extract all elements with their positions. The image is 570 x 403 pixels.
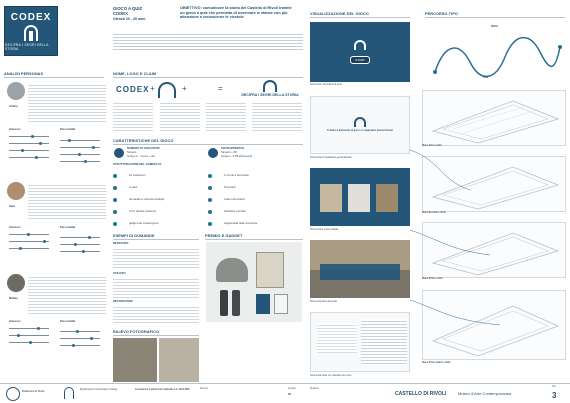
app-logo-symbol bbox=[354, 40, 366, 50]
screen-caption: Schermata a scelta multipla bbox=[310, 229, 339, 231]
floor-plan-ground bbox=[422, 90, 566, 146]
prize-section-title: PREMIO E GADGET bbox=[205, 234, 243, 238]
bullet-icon bbox=[113, 186, 117, 190]
players-title: NUMERO DI GIOCATORI bbox=[127, 146, 160, 150]
bullet-icon bbox=[208, 174, 212, 178]
trait-slider bbox=[60, 331, 100, 332]
naming-symbol bbox=[158, 82, 176, 98]
museum-name: Museo d'Arte Contemporanea bbox=[458, 391, 512, 396]
trait-slider bbox=[9, 150, 49, 151]
features-title: CARATTERISTICHE DEL GIOCO bbox=[113, 139, 174, 143]
trait-slider bbox=[9, 136, 49, 137]
route-start-label: INIZIO bbox=[491, 26, 498, 28]
tavola-label: Tav. bbox=[552, 386, 557, 388]
floor-label: Piano Terra +0.0m bbox=[422, 145, 442, 147]
naming-logo-codex: CODEX bbox=[116, 85, 150, 94]
screen-caption: Schermata: informativa di avvio bbox=[310, 84, 343, 86]
game-name: CODEX bbox=[113, 11, 128, 16]
naming-title: NOME, LOGO E CLAIM bbox=[113, 72, 157, 76]
prize-b: Gruppi + 2,5€ all'persona bbox=[221, 154, 253, 158]
age-range: Utenza 20 - 30 anni bbox=[113, 17, 146, 21]
bullet-icon bbox=[113, 210, 117, 214]
floor-plan-second bbox=[422, 156, 566, 212]
floor-label: Piano Primo +4.0m bbox=[422, 278, 443, 280]
booklet bbox=[274, 294, 288, 314]
screen-welcome bbox=[310, 96, 410, 154]
school-name: Politecnico di Torino bbox=[22, 391, 45, 393]
bullet-icon bbox=[208, 186, 212, 190]
structure-title: STRUTTURAZIONE DEL GAMEPLAY bbox=[113, 162, 162, 166]
players-a: Singolo bbox=[127, 150, 137, 154]
booklet bbox=[256, 294, 270, 314]
tavola-number: 3 bbox=[552, 391, 557, 400]
choice-card[interactable] bbox=[320, 184, 342, 212]
question-category: UTILIZZO bbox=[113, 271, 126, 275]
left-gameplay-list bbox=[113, 170, 203, 230]
photo-survey-title: RILIEVO FOTOGRAFICO bbox=[113, 330, 160, 334]
trait-slider bbox=[9, 143, 49, 144]
persona-card-3 bbox=[4, 272, 108, 367]
students-label: Studenti bbox=[310, 388, 319, 390]
screen-caption: Schermata finale con classifica del mese bbox=[310, 375, 352, 377]
game-title: GIOCO A QUIZ bbox=[113, 6, 143, 11]
survey-photo bbox=[113, 338, 157, 382]
welcome-text: Ti diamo il benvenuto al gioco e ti auguriamo buona fortuna! bbox=[326, 130, 394, 133]
screen-leaderboard bbox=[310, 312, 410, 372]
trait-slider bbox=[60, 161, 100, 162]
trait-slider bbox=[60, 140, 100, 141]
gameplay-item: 2 piani bbox=[129, 185, 138, 190]
gameplay-item: 3,5 h durata massima bbox=[129, 209, 156, 214]
persona-name: Sara bbox=[9, 204, 16, 208]
bottle bbox=[220, 290, 228, 316]
bucket-hat bbox=[216, 258, 248, 282]
bullet-icon bbox=[208, 222, 212, 226]
trait-slider bbox=[9, 342, 49, 343]
header-logo bbox=[4, 6, 58, 56]
personality-label: Personalità bbox=[60, 319, 76, 323]
castle-name: CASTELLO DI RIVOLI bbox=[395, 391, 447, 397]
screen-start bbox=[310, 22, 410, 82]
trait-slider bbox=[9, 335, 49, 336]
question-category: DECORAZIONI bbox=[113, 299, 133, 303]
gameplay-item: 8 tentativi bbox=[224, 185, 236, 190]
trait-slider bbox=[9, 234, 49, 235]
bottle bbox=[232, 290, 240, 316]
claim-logo bbox=[240, 80, 300, 97]
question-category: RESTAURO bbox=[113, 241, 129, 245]
prize-photo bbox=[206, 242, 302, 322]
app-start-button[interactable]: START bbox=[350, 56, 370, 64]
footer bbox=[0, 383, 570, 403]
trait-slider bbox=[9, 248, 49, 249]
group-label: Gruppo bbox=[288, 388, 296, 390]
gameplay-item: 10 postazioni bbox=[129, 173, 146, 178]
logo-symbol bbox=[24, 25, 38, 41]
trait-slider bbox=[9, 328, 49, 329]
footer-logo-mark bbox=[64, 387, 74, 399]
avatar bbox=[7, 274, 25, 292]
interests-label: Interessi bbox=[9, 127, 21, 131]
trait-slider bbox=[60, 345, 100, 346]
trait-slider bbox=[60, 338, 100, 339]
bullet-icon bbox=[208, 210, 212, 214]
questions-title: ESEMPI DI DOMANDE bbox=[113, 234, 155, 238]
avatar bbox=[7, 182, 25, 200]
polito-logo bbox=[6, 387, 20, 401]
personas-title: ANALISI PERSONAS bbox=[4, 72, 44, 76]
group-number: 05 bbox=[288, 392, 292, 396]
screen-choice bbox=[310, 168, 410, 226]
trait-slider bbox=[60, 147, 100, 148]
visualization-title: VISUALIZZAZIONE DEL GIOCO bbox=[310, 12, 369, 16]
screen-question bbox=[310, 240, 410, 298]
choice-card[interactable] bbox=[376, 184, 398, 212]
floor-plan-upper bbox=[422, 290, 566, 360]
plus-icon: + bbox=[182, 84, 187, 93]
route-end-label: FINE bbox=[483, 77, 489, 79]
gameplay-item: video informativo bbox=[224, 197, 246, 202]
route-diagram bbox=[425, 22, 565, 84]
route-title: PERCORSO TIPO bbox=[425, 12, 458, 16]
interests-label: Interessi bbox=[9, 319, 21, 323]
bullet-icon bbox=[113, 198, 117, 202]
gameplay-item: 3 minuti a domanda bbox=[224, 173, 249, 178]
personality-label: Personalità bbox=[60, 225, 76, 229]
plus-icon: + bbox=[150, 84, 155, 93]
bullet-icon bbox=[113, 174, 117, 178]
trait-slider bbox=[9, 157, 49, 158]
bullet-icon bbox=[113, 222, 117, 226]
trait-slider bbox=[60, 251, 100, 252]
gameplay-item: stagionalità delle domande bbox=[224, 221, 258, 226]
trait-slider bbox=[60, 154, 100, 155]
choice-card[interactable] bbox=[348, 184, 370, 212]
screen-caption: Schermata d'inquadratura geolocalizzata bbox=[310, 157, 352, 159]
floor-label: Piano Primo ultimo ordine bbox=[422, 362, 451, 364]
leaderboard-table bbox=[361, 319, 407, 365]
trait-slider bbox=[60, 244, 100, 245]
teachers-label: Docenti bbox=[200, 388, 208, 390]
prize-a: Singolo + 5€ bbox=[221, 150, 237, 154]
trait-slider bbox=[9, 241, 49, 242]
gameplay-item: gadget del museo/gioco bbox=[129, 221, 159, 226]
logo-text: CODEX bbox=[10, 11, 52, 23]
persona-name: Matteo bbox=[9, 296, 19, 300]
course-name: Comunicare il patrimonio culturale A.A. 2024-2025 bbox=[135, 389, 190, 391]
floor-label: Piano Secondo +8.0m bbox=[422, 212, 446, 214]
personality-label: Personalità bbox=[60, 127, 76, 131]
players-icon bbox=[114, 148, 124, 158]
avatar bbox=[7, 82, 25, 100]
survey-photo bbox=[159, 338, 199, 382]
floor-plan-first bbox=[422, 222, 566, 278]
right-gameplay-list bbox=[208, 170, 303, 230]
gameplay-item: domande a risposta multipla bbox=[129, 197, 164, 202]
screen-caption: Schermata della domanda bbox=[310, 301, 337, 303]
logo-subtitle: DECIFRA I SEGRI DELLA STORIA bbox=[5, 42, 49, 51]
persona-name: Chiara bbox=[9, 104, 18, 108]
prize-title: SOVRAPPREZZO bbox=[221, 146, 245, 150]
persona-card-1 bbox=[4, 80, 108, 172]
persona-card-2 bbox=[4, 180, 108, 265]
players-b: Gruppi 2 - 4 pers. max bbox=[127, 154, 155, 158]
interests-label: Interessi bbox=[9, 225, 21, 229]
intro-paragraph bbox=[113, 32, 303, 50]
equals-icon: = bbox=[218, 84, 223, 93]
trait-slider bbox=[60, 237, 100, 238]
game-title-block bbox=[113, 6, 173, 21]
tote-bag bbox=[256, 252, 284, 288]
claim-text: DECIFRA I SEGRI DELLA STORIA bbox=[241, 93, 299, 97]
bullet-icon bbox=[208, 198, 212, 202]
objective-text: OBIETTIVO: comunicare la storia del Castello di Rivoli tramite un gioco a quiz che permetta di osservare le stanze con più attenzione e conoscerne le vicende bbox=[180, 6, 292, 20]
euro-icon bbox=[208, 148, 218, 158]
department: Dipartimento di Architettura e Design bbox=[80, 389, 118, 391]
gameplay-item: classifica mensile bbox=[224, 209, 246, 214]
